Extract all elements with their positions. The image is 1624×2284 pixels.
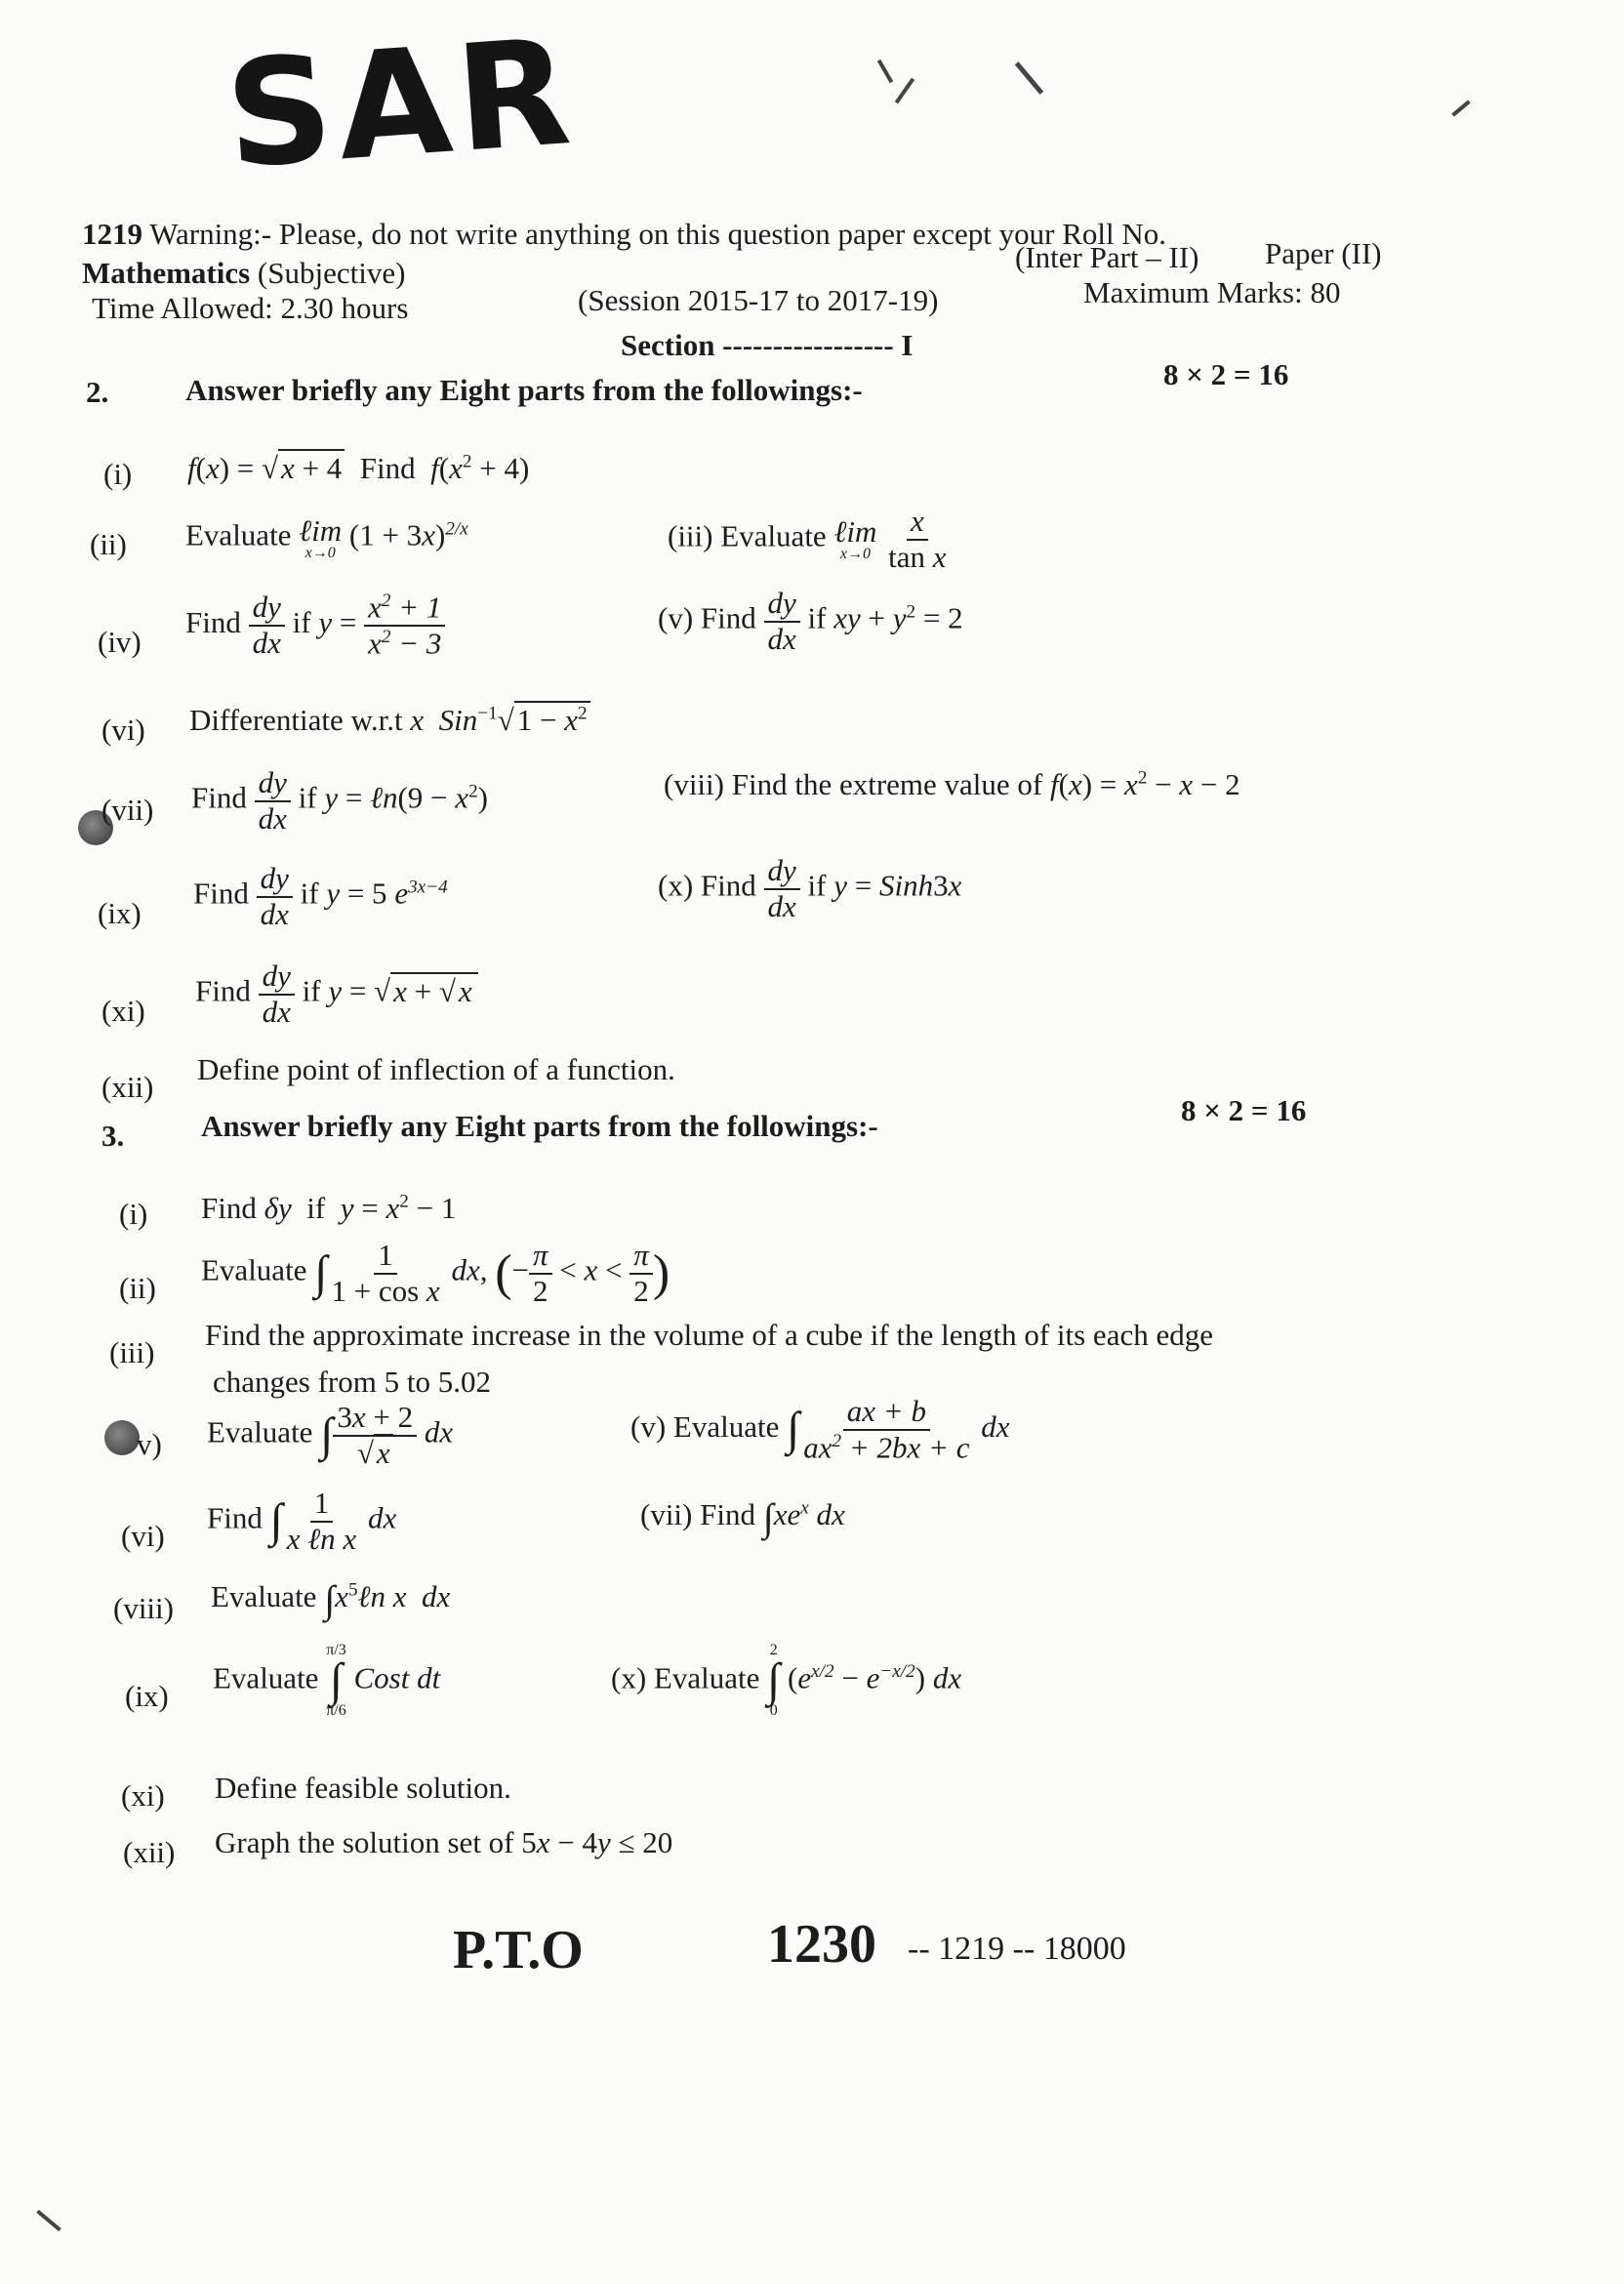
subject-line	[82, 256, 405, 291]
q3-label-viii: (viii)	[113, 1591, 174, 1625]
if-word: if	[807, 600, 827, 635]
question-3-marks: 8 × 2 = 16	[1181, 1093, 1307, 1127]
find-word: Find	[700, 868, 756, 903]
scan-speck	[36, 2210, 61, 2231]
q2-part-viii: (viii) Find the extreme value of $f(x) = x^2 - x - 2$	[664, 767, 1240, 801]
find-word: Find	[359, 451, 416, 485]
q3-part-x: (x) Evaluate 2 ∫ 0 $(e^{x/2} - e^{-x/2})$ dx	[611, 1642, 962, 1720]
q2-part-ii: Evaluate ℓim x→0 $(1 + 3x)^{2/x}$	[185, 513, 468, 561]
evaluate-word: Evaluate	[207, 1414, 313, 1449]
q2-label-viii: (viii)	[664, 767, 724, 801]
q3-part-viii: Evaluate $\int x^5\ell n$ x dx	[211, 1576, 451, 1621]
question-2-marks: 8 × 2 = 16	[1163, 357, 1289, 391]
q3-label-xii: (xii)	[123, 1835, 176, 1869]
q2-part-i: f(x) = √x + 4 Find $f(x^2 + 4)$	[187, 451, 530, 485]
q3-label-xi: (xi)	[121, 1778, 165, 1813]
q2-part-ix: Find $\frac{dy}{dx}$ if y = 5 $e^{3x-4}$	[193, 861, 448, 931]
footer-numbers: -- 1219 -- 18000	[908, 1931, 1126, 1967]
q3-label-x: (x)	[611, 1660, 647, 1695]
if-word: if	[292, 604, 311, 639]
subject-type: (Subjective)	[257, 256, 406, 290]
q2-part-iv: Find $\frac{dy}{dx}$ if y = $\frac{x^2 + 1}{x^2 - 3}$	[185, 591, 445, 660]
find-word: Find	[207, 1500, 263, 1535]
evaluate-word: Evaluate	[720, 518, 827, 553]
q2-part-x: (x) Find $\frac{dy}{dx}$ if y = Sinh3x	[658, 853, 962, 923]
find-word: Find	[201, 1191, 257, 1225]
evaluate-word: Evaluate	[201, 1252, 307, 1287]
q2-part-v: (v) Find $\frac{dy}{dx}$ if xy + $y^2 = 2$	[658, 586, 963, 656]
q3-part-vi: Find ∫ $\frac{1}{\text{x ℓn x}}$ dx	[207, 1486, 397, 1556]
section-heading: Section ----------------- I	[621, 328, 914, 362]
q2-label-xii: (xii)	[102, 1070, 154, 1104]
extreme-text: Find the extreme value of	[731, 767, 1043, 801]
q2-label-iv: (iv)	[98, 625, 142, 659]
paper-number: Paper (II)	[1265, 236, 1382, 270]
differentiate-text: Differentiate w.r.t	[189, 703, 403, 737]
q3-label-v: (v)	[630, 1408, 667, 1444]
q2-part-xi: Find $\frac{dy}{dx}$ if y = √x + √x	[195, 960, 478, 1028]
evaluate-word: Evaluate	[672, 1408, 780, 1444]
graph-text: Graph the solution set of	[215, 1825, 514, 1859]
q2-part-vii: Find $\frac{dy}{dx}$ if y = ℓn(9 − $x^2$)	[191, 765, 488, 836]
evaluate-word: Evaluate	[653, 1660, 760, 1695]
q2-label-xi: (xi)	[102, 994, 145, 1028]
q3-part-xi: Define feasible solution.	[215, 1771, 511, 1805]
q3-label-ii: (ii)	[119, 1271, 156, 1305]
scan-speck	[895, 78, 914, 104]
evaluate-word: Evaluate	[211, 1579, 317, 1613]
q2-label-i: (i)	[103, 457, 133, 491]
q2-part-iii: (iii) Evaluate ℓim x→0 $\frac{x}{\text{tan x}}$	[668, 504, 947, 574]
if-word: if	[807, 868, 827, 903]
subject: Mathematics	[82, 256, 251, 290]
q3-part-iii-line2: changes from 5 to 5.02	[213, 1365, 491, 1399]
scan-speck	[1451, 100, 1470, 116]
question-2-number: 2.	[86, 375, 109, 409]
find-word: Find	[195, 973, 251, 1008]
question-3-number: 3.	[102, 1119, 125, 1153]
q2-label-v: (v)	[658, 600, 694, 635]
inter-part: (Inter Part – II)	[1015, 240, 1199, 274]
question-3-title: Answer briefly any Eight parts from the followings:-	[201, 1109, 878, 1143]
punch-hole	[104, 1420, 140, 1455]
q3-label-iii: (iii)	[109, 1335, 155, 1369]
please-turn-over: P.T.O	[453, 1920, 584, 1980]
warning-text: Warning:- Please, do not write anything on this question paper except your Roll No.	[149, 217, 1167, 251]
q3-part-iii-line1: Find the approximate increase in the volume of a cube if the length of its each edge	[205, 1318, 1213, 1352]
q2-part-xii: Define point of inflection of a function.	[197, 1052, 675, 1086]
q3-label-vii: (vii)	[640, 1497, 693, 1531]
q3-label-iv: v)	[137, 1427, 162, 1461]
evaluate-word: Evaluate	[185, 517, 292, 552]
if-word: if	[298, 780, 317, 815]
paper-code: 1219	[82, 217, 142, 251]
q3-part-xii: Graph the solution set of 5x − 4y ≤ 20	[215, 1825, 673, 1859]
q2-label-vi: (vi)	[102, 713, 145, 747]
q3-label-vi: (vi)	[121, 1519, 165, 1553]
find-word: Find	[700, 600, 756, 635]
header-warning-line	[82, 217, 1166, 252]
q2-label-ii: (ii)	[90, 527, 127, 561]
q2-part-vi: Differentiate w.r.t x $Sin^{-1}√1 - x^2$	[189, 703, 590, 738]
q3-part-vii: (vii) Find $\int xe^x$ dx	[640, 1494, 845, 1539]
scan-speck	[1015, 61, 1044, 95]
time-allowed: Time Allowed: 2.30 hours	[92, 291, 409, 325]
scan-speck	[877, 60, 893, 84]
q3-part-iv: Evaluate ∫ $\frac{3x + 2}{√x}$ dx	[207, 1400, 454, 1470]
maximum-marks: Maximum Marks: 80	[1083, 275, 1341, 309]
footer-code: 1230	[767, 1914, 876, 1975]
q3-label-i: (i)	[119, 1197, 148, 1231]
q2-label-iii: (iii)	[668, 518, 713, 553]
session: (Session 2015-17 to 2017-19)	[578, 283, 939, 317]
handwritten-initials: SAR	[221, 7, 582, 202]
find-word: Find	[193, 876, 249, 911]
if-word: if	[302, 973, 321, 1008]
q2-label-x: (x)	[658, 868, 694, 903]
find-word: Find	[185, 604, 241, 639]
evaluate-word: Evaluate	[213, 1660, 319, 1695]
q3-part-ix: Evaluate π/3 ∫ π/6 Cost dt	[213, 1642, 441, 1720]
q3-label-ix: (ix)	[125, 1679, 169, 1713]
if-word: if	[300, 876, 319, 911]
q3-part-i: Find δy if $y = x^2 - 1$	[201, 1191, 457, 1225]
question-2-title: Answer briefly any Eight parts from the followings:-	[185, 373, 863, 407]
q3-part-v: (v) Evaluate ∫ $\frac{ax + b}{ax^2 + 2bx + c}$ dx	[630, 1394, 1010, 1464]
q3-part-ii: Evaluate ∫ $\frac{1}{\text{1 + cos x}}$ dx, (− $\frac{\pi}{2}$ < x < $\frac{\pi}{2}$ )	[201, 1238, 670, 1308]
find-word: Find	[700, 1497, 755, 1531]
find-word: Find	[191, 780, 247, 815]
q2-label-ix: (ix)	[98, 896, 142, 930]
q2-label-vii: (vii)	[102, 793, 154, 827]
